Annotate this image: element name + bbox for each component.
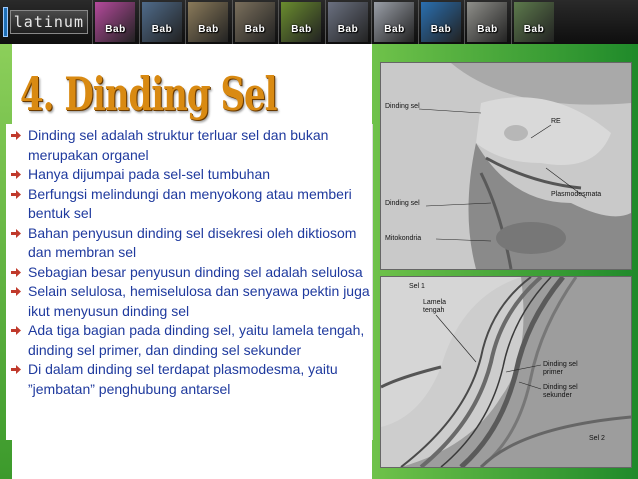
chapter-thumbnail-8 xyxy=(421,2,461,42)
chapter-tab-8[interactable] xyxy=(418,0,464,44)
chapter-tab-7[interactable] xyxy=(371,0,417,44)
chapter-tab-label: Bab xyxy=(384,24,405,35)
top-navigation-bar xyxy=(0,0,638,44)
chapter-tab-label: Bab xyxy=(477,24,498,35)
chapter-tab-10[interactable] xyxy=(511,0,557,44)
platinum-logo[interactable] xyxy=(3,5,88,39)
micrograph-cell-wall-layers xyxy=(380,276,632,468)
label-lamela: Lamela xyxy=(423,299,446,306)
bullet-arrow-icon xyxy=(11,287,21,296)
micrograph-plasmodesmata xyxy=(380,62,632,270)
chapter-tab-4[interactable] xyxy=(232,0,278,44)
chapter-tab-3[interactable] xyxy=(185,0,231,44)
bullet-text-box xyxy=(6,124,373,440)
label-dinding-sel-top: Dinding sel xyxy=(385,103,420,110)
chapter-thumbnail-2 xyxy=(142,2,182,42)
bullet-item xyxy=(10,185,372,224)
bullet-arrow-icon xyxy=(11,365,21,374)
chapter-thumbnail-5 xyxy=(281,2,321,42)
bullet-item xyxy=(10,321,372,360)
label-re: RE xyxy=(551,118,561,125)
chapter-thumbnail-9 xyxy=(467,2,507,42)
chapter-tab-label: Bab xyxy=(151,24,173,35)
bullet-arrow-icon xyxy=(11,190,21,199)
bullet-text: Hanya dijumpai pada sel-sel tumbuhan xyxy=(28,166,271,182)
bullet-text: Ada tiga bagian pada dinding sel, yaitu lamela tengah, dinding sel primer, dan dinding sel sekunder xyxy=(28,322,365,358)
bullet-arrow-icon xyxy=(11,229,21,238)
chapter-thumbnail-6 xyxy=(328,2,368,42)
label-dinding-sel-mid: Dinding sel xyxy=(385,200,420,207)
bullet-item xyxy=(10,263,372,283)
label-sekunder: sekunder xyxy=(543,392,572,399)
logo-badge xyxy=(3,7,8,37)
chapter-tab-label: Bab xyxy=(430,24,452,35)
bullet-text: Sebagian besar penyusun dinding sel adalah selulosa xyxy=(28,263,363,280)
chapter-thumbnail-7 xyxy=(374,2,414,42)
label-dinding-sekunder: Dinding sel xyxy=(543,384,578,391)
label-primer: primer xyxy=(543,369,563,376)
bullet-arrow-icon xyxy=(11,170,21,179)
bullet-item xyxy=(10,282,372,321)
label-tengah: tengah xyxy=(423,307,445,314)
label-sel-1: Sel 1 xyxy=(409,283,425,290)
chapter-thumbnail-4 xyxy=(235,2,275,42)
chapter-tab-label: Bab xyxy=(244,24,266,35)
slide-title: 4. Dinding Sel xyxy=(20,68,277,122)
chapter-tab-9[interactable] xyxy=(464,0,510,44)
chapter-thumbnail-1 xyxy=(95,2,135,42)
bullet-item xyxy=(10,360,372,399)
bullet-item xyxy=(10,224,372,263)
label-sel-2: Sel 2 xyxy=(589,435,605,442)
chapter-tab-label: Bab xyxy=(105,24,126,35)
label-plasmodesmata: Plasmodesmata xyxy=(551,191,602,198)
chapter-tab-1[interactable] xyxy=(92,0,138,44)
chapter-tab-label: Bab xyxy=(523,24,545,35)
chapter-tab-2[interactable] xyxy=(139,0,185,44)
logo-text: latinum xyxy=(10,10,88,34)
chapter-thumbnail-3 xyxy=(188,2,228,42)
bullet-item xyxy=(10,126,372,165)
chapter-tab-label: Bab xyxy=(291,24,312,35)
bullet-text: Berfungsi melindungi dan menyokong atau memberi bentuk sel xyxy=(28,185,352,221)
chapter-tab-6[interactable] xyxy=(325,0,371,44)
chapter-thumbnail-10 xyxy=(514,2,554,42)
label-dinding-primer: Dinding sel xyxy=(543,361,578,368)
bullet-text: Dinding sel adalah struktur terluar sel dan bukan merupakan organel xyxy=(28,127,329,163)
bullet-arrow-icon xyxy=(11,268,21,277)
bullet-text: Selain selulosa, hemiselulosa dan senyawa pektin juga ikut menyusun dinding sel xyxy=(28,283,370,319)
bullet-arrow-icon xyxy=(11,131,21,140)
label-mitokondria: Mitokondria xyxy=(385,235,422,242)
bullet-arrow-icon xyxy=(11,326,21,335)
chapter-tab-5[interactable] xyxy=(278,0,324,44)
bullet-item xyxy=(10,165,372,185)
bullet-text: Bahan penyusun dinding sel disekresi oleh diktiosom dan membran sel xyxy=(28,224,357,260)
chapter-tab-label: Bab xyxy=(198,24,219,35)
bullet-list xyxy=(10,126,372,399)
chapter-tab-label: Bab xyxy=(337,24,359,35)
bullet-text: Di dalam dinding sel terdapat plasmodesma, yaitu ”jembatan” penghubung antarsel xyxy=(28,361,338,397)
